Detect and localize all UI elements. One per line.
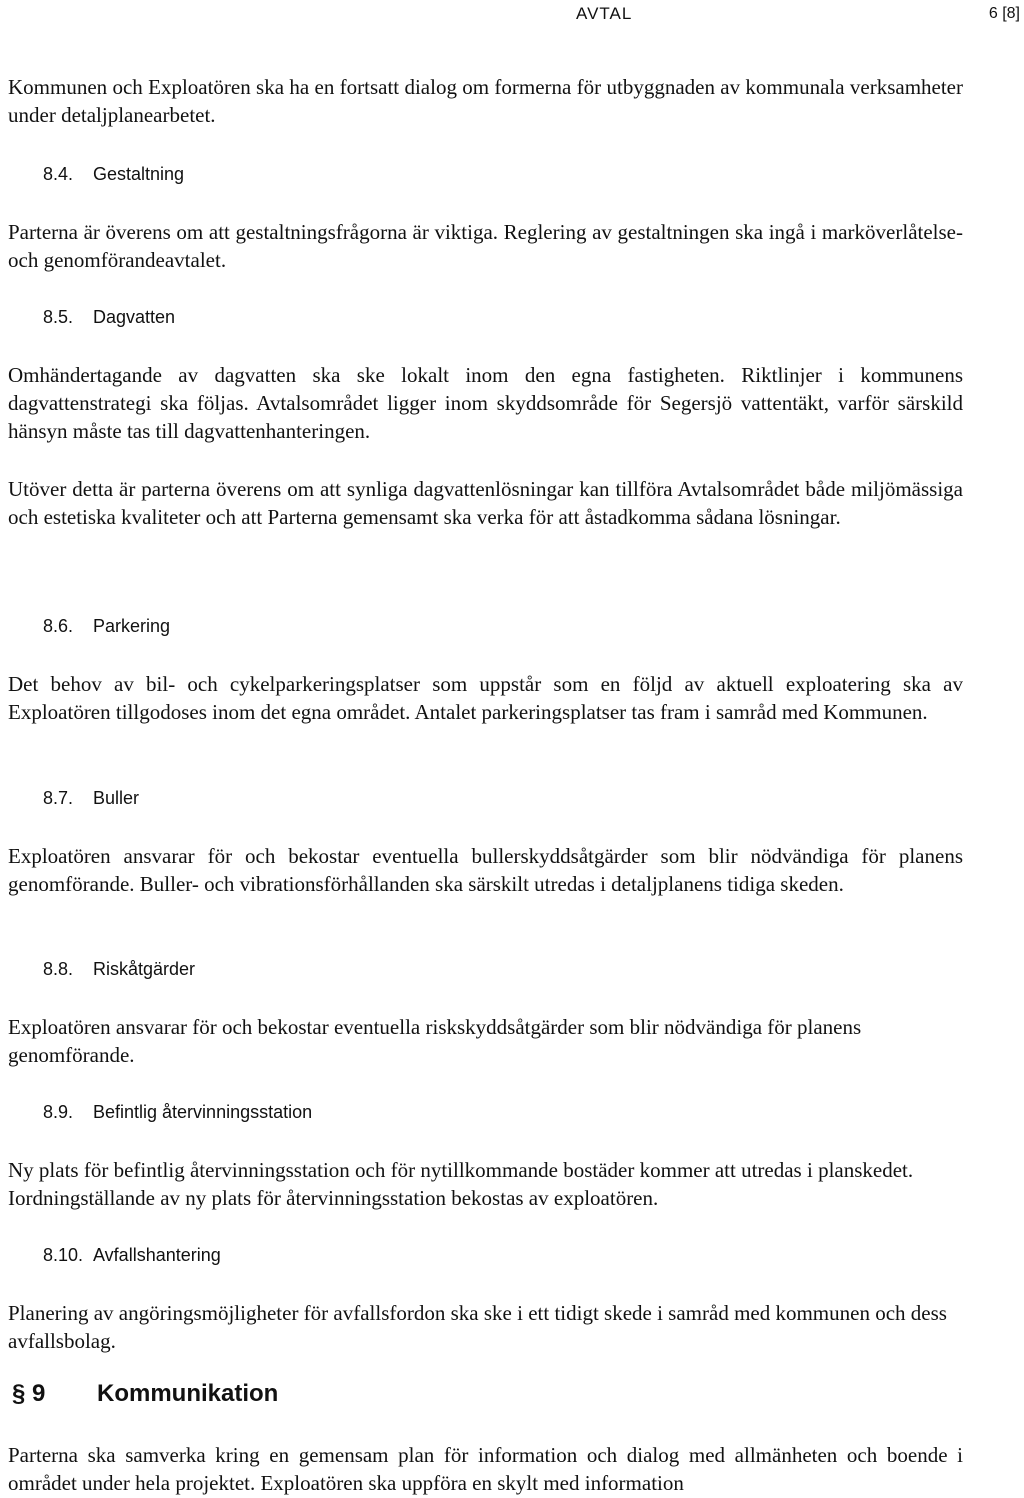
paragraph-atervinningsstation: Ny plats för befintlig återvinningsstation och för nytillkommande bostäder kommer att utredas i planskedet. Iordningställande av ny plats för återvinningsstation bekostas av exploatören. — [8, 1158, 914, 1210]
heading-number: 8.8. — [43, 959, 74, 979]
heading-number: 8.10. — [43, 1245, 84, 1265]
heading-title: Parkering — [93, 616, 171, 636]
section-9-heading — [12, 1380, 278, 1408]
heading-8-10 — [43, 1243, 221, 1267]
heading-8-8 — [43, 957, 195, 981]
heading-number: 8.4. — [43, 164, 74, 184]
heading-8-7 — [43, 786, 139, 810]
document-title: AVTAL — [576, 4, 633, 23]
heading-title: Buller — [93, 788, 140, 808]
heading-number: 8.9. — [43, 1102, 74, 1122]
heading-number: 8.5. — [43, 307, 74, 327]
heading-title: Dagvatten — [93, 307, 176, 327]
paragraph-avfallshantering: Planering av angöringsmöjligheter för avfallsfordon ska ske i ett tidigt skede i samråd med kommunen och dess avfallsbolag. — [8, 1301, 947, 1353]
heading-title: Befintlig återvinningsstation — [93, 1102, 313, 1122]
paragraph-kommunikation: Parterna ska samverka kring en gemensam plan för information och dialog med allmänheten och boende i området under hela projektet. Exploatören ska uppföra en skylt med information — [8, 1443, 963, 1495]
heading-8-5 — [43, 305, 175, 329]
paragraph-dagvatten: Omhändertagande av dagvatten ska ske lokalt inom den egna fastigheten. Riktlinjer i kommunens dagvattenstrategi ska följas. Avtalsområdet ligger inom skyddsområde för Segersjö vattentäkt, varför särskild hänsyn måste tas till dagvattenhanteringen. — [8, 363, 963, 443]
heading-number: 8.6. — [43, 616, 74, 636]
paragraph-dialog: Kommunen och Exploatören ska ha en fortsatt dialog om formerna för utbyggnaden av kommunala verksamheter under detaljplanearbetet. — [8, 75, 963, 127]
heading-title: Riskåtgärder — [93, 959, 196, 979]
paragraph-buller: Exploatören ansvarar för och bekostar eventuella bullerskyddsåtgärder som blir nödvändiga för planens genomförande. Buller- och vibrationsförhållanden ska särskilt utredas i detaljplanens tidiga skeden. — [8, 844, 963, 896]
heading-title: Avfallshantering — [93, 1245, 221, 1265]
paragraph-gestaltning: Parterna är överens om att gestaltningsfrågorna är viktiga. Reglering av gestaltningen ska ingå i marköverlåtelse- och genomförandeavtalet. — [8, 220, 963, 272]
paragraph-riskatgarder: Exploatören ansvarar för och bekostar eventuella riskskyddsåtgärder som blir nödvändiga för planens genomförande. — [8, 1015, 862, 1067]
heading-8-6 — [43, 614, 170, 638]
heading-8-9 — [43, 1100, 312, 1124]
paragraph-dagvatten-losningar: Utöver detta är parterna överens om att synliga dagvattenlösningar kan tillföra Avtalsområdet både miljömässiga och estetiska kvaliteter och att Parterna gemensamt ska verka för att åstadkomma sådana lösningar. — [8, 477, 963, 529]
section-title: Kommunikation — [97, 1380, 279, 1407]
section-number: § 9 — [12, 1380, 46, 1407]
paragraph-parkering: Det behov av bil- och cykelparkeringsplatser som uppstår som en följd av aktuell exploatering ska av Exploatören tillgodoses inom det egna området. Antalet parkeringsplatser tas fram i samråd med Kommunen. — [8, 672, 963, 724]
heading-number: 8.7. — [43, 788, 74, 808]
page-number: 6 [8] — [988, 5, 1020, 22]
heading-8-4 — [43, 162, 184, 186]
heading-title: Gestaltning — [93, 164, 185, 184]
